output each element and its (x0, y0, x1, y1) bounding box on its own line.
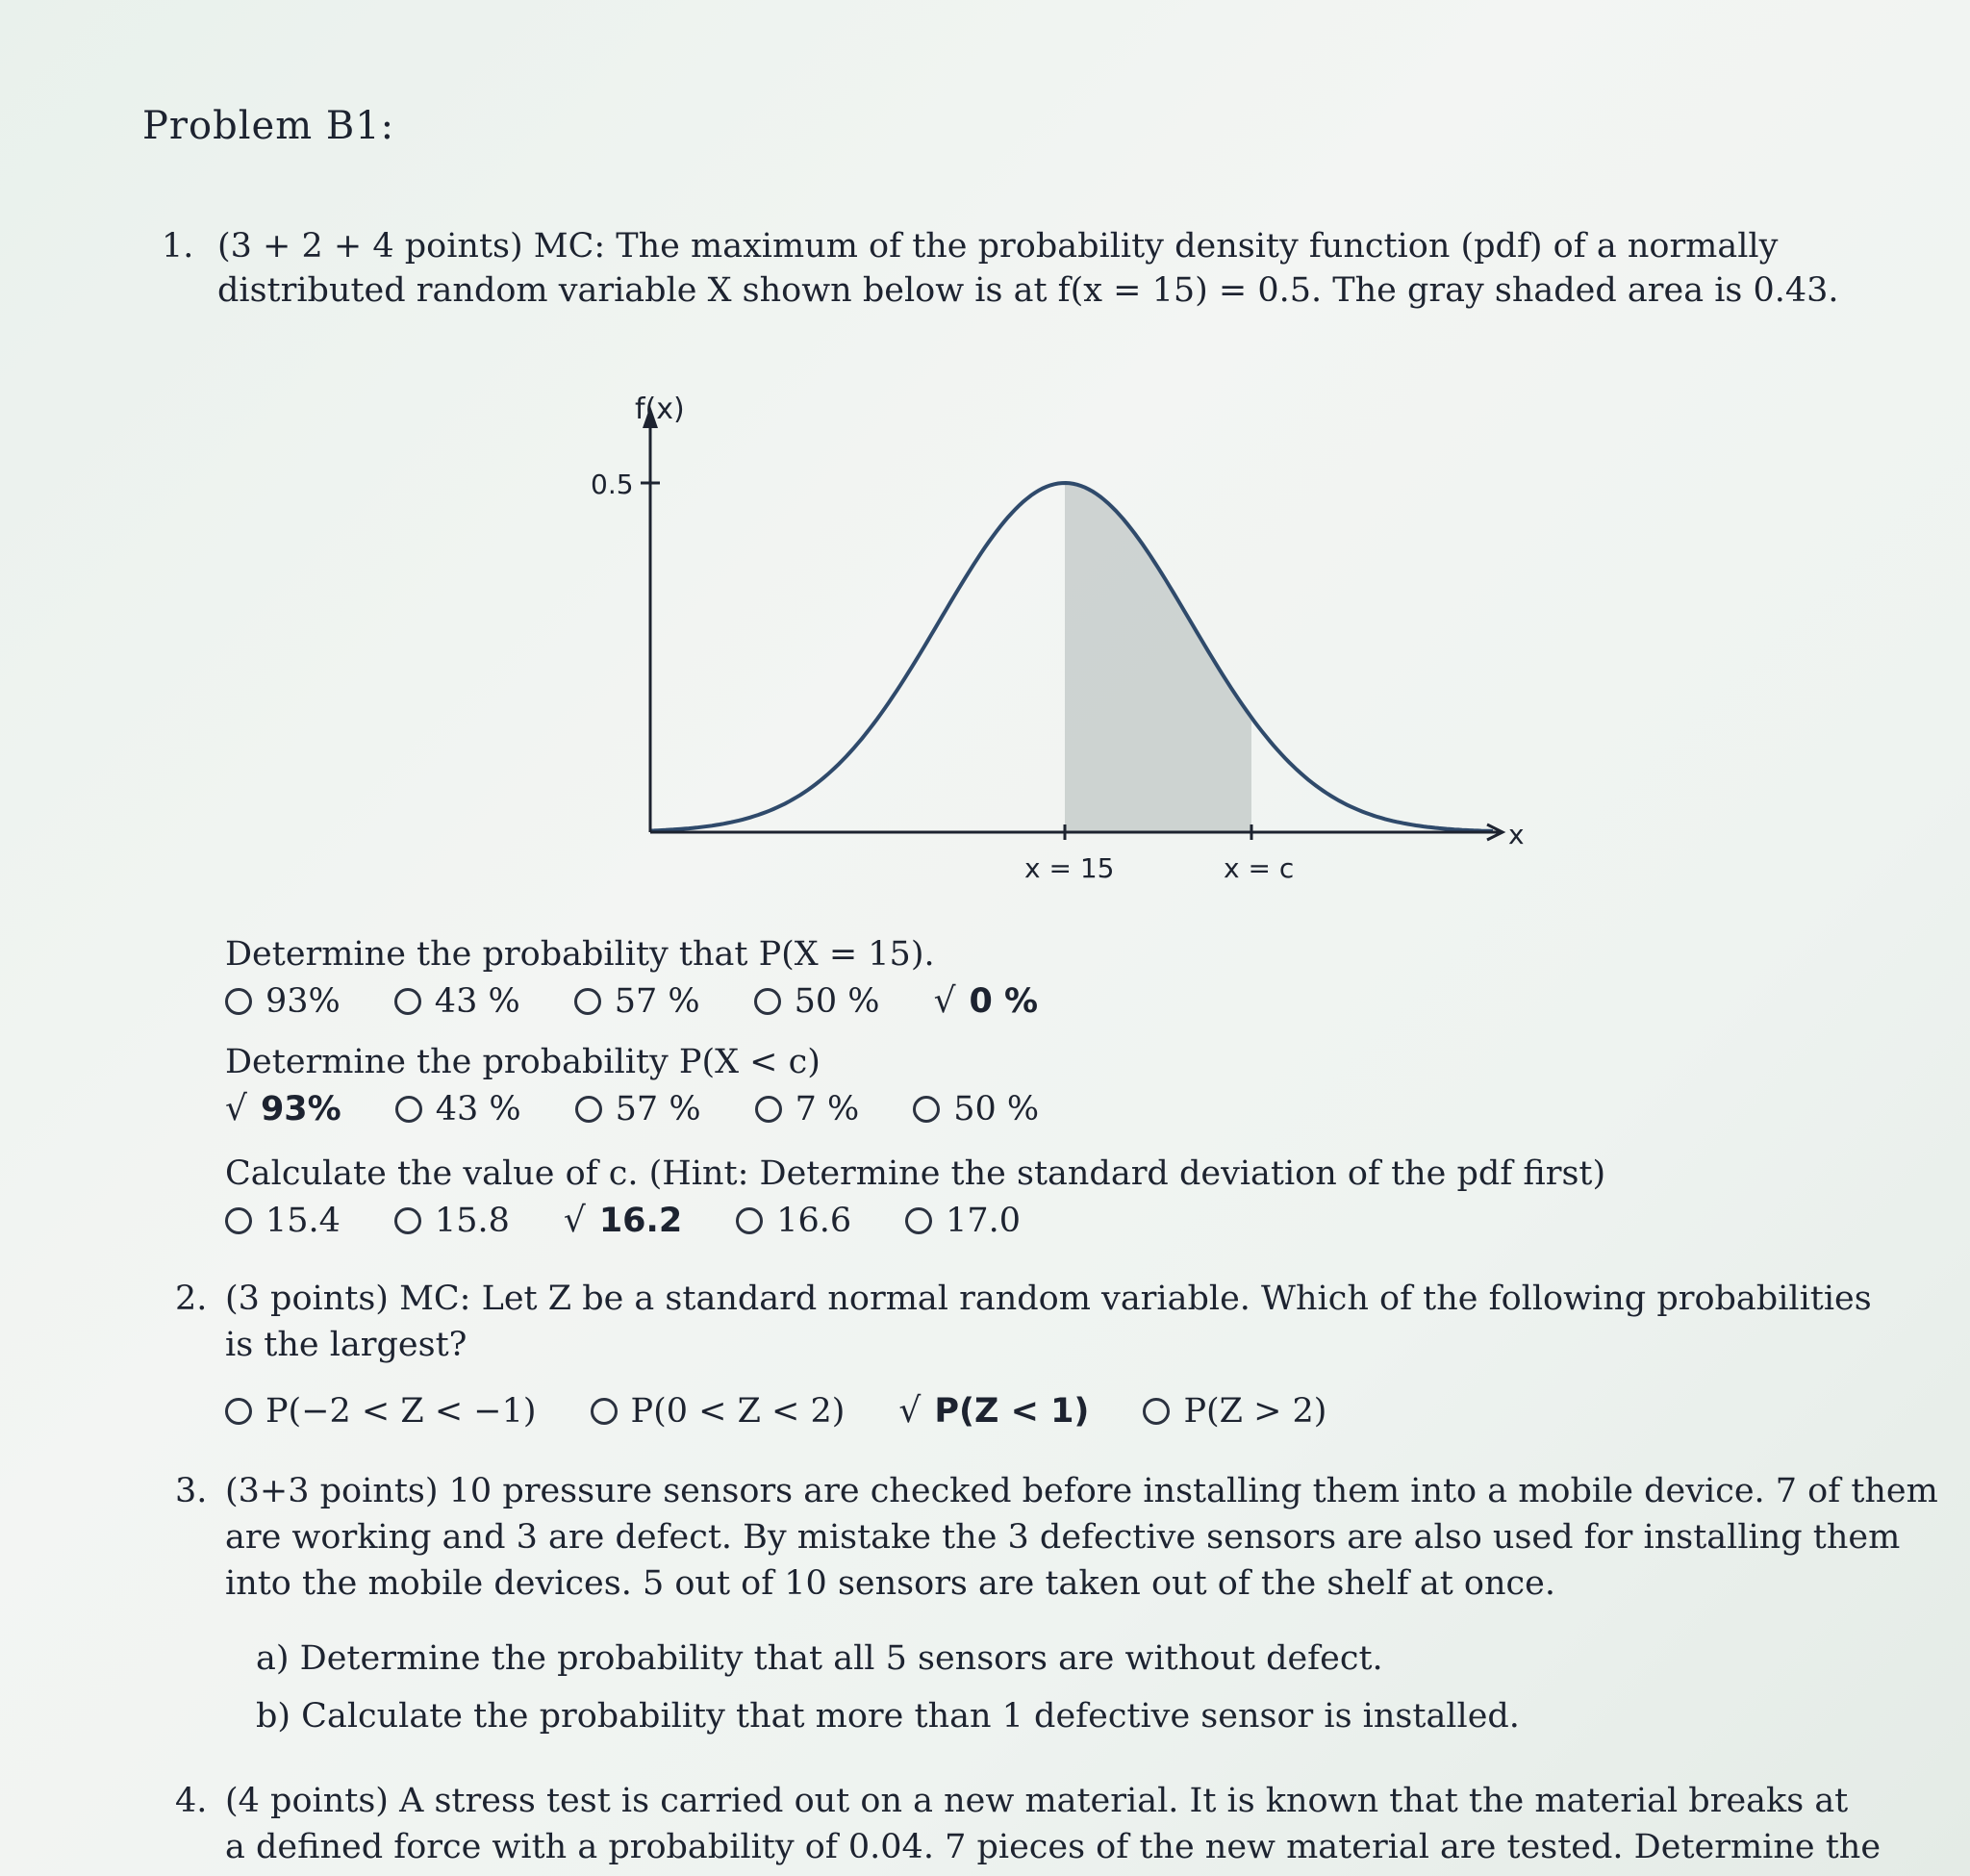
answer-option-label: 50 % (953, 1089, 1040, 1128)
answer-option-label: P(−2 < Z < −1) (265, 1391, 537, 1431)
answer-option-label: 15.4 (265, 1201, 341, 1240)
q4-line1: (4 points) A stress test is carried out on a new material. It is known that the material breaks at (225, 1782, 1849, 1820)
answer-option[interactable] (394, 982, 520, 1021)
radio-circle-icon (754, 988, 781, 1015)
answer-option-label: 93% (260, 1089, 341, 1128)
q1-part1-options (225, 981, 1092, 1021)
checkmark-icon: √ (225, 1089, 247, 1128)
answer-option[interactable] (225, 1392, 537, 1431)
xtick-label-15: x = 15 (1024, 852, 1115, 884)
answer-option[interactable] (754, 982, 880, 1021)
answer-option[interactable] (755, 1090, 860, 1128)
radio-circle-icon (1143, 1398, 1170, 1425)
radio-circle-icon (225, 1207, 252, 1234)
answer-option-label: P(0 < Z < 2) (630, 1391, 846, 1431)
answer-option-label: P(Z < 1) (934, 1391, 1090, 1431)
answer-option-label: 57 % (615, 1089, 701, 1128)
answer-option[interactable] (934, 981, 1039, 1021)
q3-line2: are working and 3 are defect. By mistake the 3 defective sensors are also used for installing them (225, 1518, 1901, 1557)
q2-line1: (3 points) MC: Let Z be a standard normal random variable. Which of the following probabilities (225, 1280, 1872, 1318)
radio-circle-icon (591, 1398, 618, 1425)
checkmark-icon: √ (898, 1391, 922, 1431)
q3-line1: (3+3 points) 10 pressure sensors are checked before installing them into a mobile device. 7 of them (225, 1472, 1938, 1510)
ylabel: f(x) (635, 393, 685, 426)
q1-part2-prompt: Determine the probability P(X < c) (225, 1043, 821, 1081)
q2-options (225, 1391, 1380, 1431)
answer-option[interactable] (898, 1391, 1089, 1431)
q1-part3-options (225, 1201, 1074, 1240)
ytick-label: 0.5 (591, 469, 634, 500)
xtick-label-c: x = c (1224, 852, 1295, 884)
q4-number: 4. (175, 1782, 208, 1820)
answer-option-label: 50 % (794, 981, 880, 1021)
radio-circle-icon (575, 1096, 602, 1123)
answer-option[interactable] (736, 1202, 851, 1240)
radio-circle-icon (395, 1096, 422, 1123)
q1-part2-options (225, 1089, 1093, 1128)
q1-line2: distributed random variable X shown below is at f(x = 15) = 0.5. The gray shaded area is 0.43. (217, 271, 1839, 310)
checkmark-icon: √ (563, 1201, 586, 1240)
radio-circle-icon (755, 1096, 782, 1123)
radio-circle-icon (913, 1096, 940, 1123)
q1-line1: (3 + 2 + 4 points) MC: The maximum of the probability density function (pdf) of a normally (217, 227, 1779, 266)
answer-option-label: 57 % (614, 981, 700, 1021)
radio-circle-icon (905, 1207, 932, 1234)
answer-option[interactable] (905, 1202, 1021, 1240)
radio-circle-icon (394, 988, 421, 1015)
q4-line2: a defined force with a probability of 0.04. 7 pieces of the new material are tested. Determine the (225, 1828, 1882, 1866)
q1-part1-prompt: Determine the probability that P(X = 15). (225, 935, 935, 974)
answer-option-label: 43 % (435, 1089, 521, 1128)
q3-part-a: a) Determine the probability that all 5 sensors are without defect. (256, 1639, 1383, 1678)
shaded-area (1065, 483, 1251, 832)
answer-option[interactable] (574, 982, 700, 1021)
q3-part-b: b) Calculate the probability that more than 1 defective sensor is installed. (256, 1697, 1520, 1736)
answer-option[interactable] (591, 1392, 846, 1431)
answer-option-label: 43 % (434, 981, 520, 1021)
answer-option[interactable] (395, 1090, 521, 1128)
answer-option-label: 0 % (969, 981, 1039, 1021)
answer-option-label: 15.8 (434, 1201, 510, 1240)
answer-option-label: 16.2 (598, 1201, 683, 1240)
answer-option-label: 17.0 (946, 1201, 1022, 1240)
radio-circle-icon (225, 988, 252, 1015)
radio-circle-icon (736, 1207, 763, 1234)
answer-option[interactable] (575, 1090, 701, 1128)
answer-option[interactable] (225, 982, 341, 1021)
q1-number: 1. (162, 227, 194, 266)
answer-option[interactable] (913, 1090, 1039, 1128)
q1-part3-prompt: Calculate the value of c. (Hint: Determine the standard deviation of the pdf first) (225, 1154, 1606, 1193)
pdf-chart (577, 385, 1558, 885)
checkmark-icon: √ (933, 981, 956, 1021)
radio-circle-icon (225, 1398, 252, 1425)
q2-line2: is the largest? (225, 1326, 467, 1364)
answer-option-label: 7 % (795, 1089, 860, 1128)
q3-number: 3. (175, 1472, 208, 1510)
answer-option-label: P(Z > 2) (1183, 1391, 1327, 1431)
answer-option[interactable] (394, 1202, 510, 1240)
q3-line3: into the mobile devices. 5 out of 10 sensors are taken out of the shelf at once. (225, 1564, 1555, 1603)
radio-circle-icon (574, 988, 601, 1015)
answer-option[interactable] (225, 1089, 341, 1128)
answer-option-label: 16.6 (776, 1201, 852, 1240)
problem-title: Problem B1: (142, 104, 395, 148)
xlabel: x (1508, 819, 1525, 850)
answer-option[interactable] (564, 1201, 682, 1240)
radio-circle-icon (394, 1207, 421, 1234)
answer-option[interactable] (225, 1202, 341, 1240)
q2-number: 2. (175, 1280, 208, 1318)
answer-option-label: 93% (265, 981, 341, 1021)
answer-option[interactable] (1143, 1392, 1326, 1431)
